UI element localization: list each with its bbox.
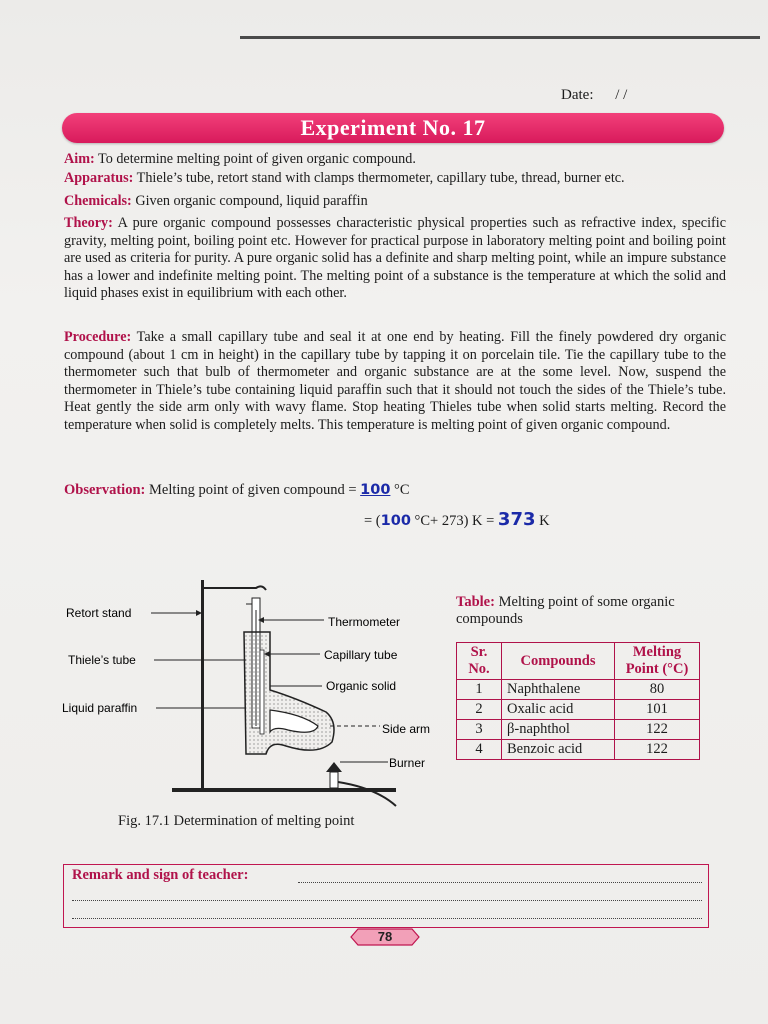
header-melting-point: Melting Point (°C) — [615, 643, 700, 680]
clamp — [202, 586, 266, 590]
apparatus-text: Thiele’s tube, retort stand with clamps thermometer, capillary tube, thread, burner etc. — [133, 170, 625, 186]
chemicals-section — [64, 193, 724, 211]
page-title: Experiment No. 17 — [300, 115, 486, 140]
label-retort-stand: Retort stand — [66, 606, 132, 620]
theory-section — [64, 215, 726, 303]
cell-compound: β-naphthol — [502, 720, 615, 740]
table-header-row — [457, 643, 700, 680]
header-compounds: Compounds — [502, 643, 615, 680]
theory-label: Theory: — [64, 215, 113, 231]
cell-sr: 3 — [457, 720, 502, 740]
table-row — [457, 680, 700, 700]
table-caption-text: Melting point of some organic compounds — [456, 594, 675, 627]
table-caption-label: Table: — [456, 594, 495, 610]
theory-text: A pure organic compound possesses characteristic physical properties such as refractive index, specific gravity, melting point, boiling point etc. However for practical purpose in laboratory melting point and boiling point are used as criteria for purity. A pure organic solid has a definite and sharp melting point, while an impure substance has a lower and indefinite melting point. The melting point of a substance is the temperature at which the solid and liquid phases exist in equilibrium with each other. — [64, 215, 726, 302]
observation-text: Melting point of given compound = — [145, 482, 361, 498]
table-row — [457, 740, 700, 760]
table-row — [457, 720, 700, 740]
cell-compound: Oxalic acid — [502, 700, 615, 720]
procedure-section — [64, 329, 726, 435]
chemicals-text: Given organic compound, liquid paraffin — [131, 193, 368, 209]
cell-mp: 80 — [615, 680, 700, 700]
observation-prefix: = ( — [364, 513, 381, 529]
aim-text: To determine melting point of given organic compound. — [94, 151, 416, 167]
melting-point-celsius: 100 — [360, 482, 391, 498]
thieles-tube-shape — [244, 632, 334, 754]
kelvin-unit: K — [535, 513, 550, 529]
observation-unit: °C — [390, 482, 410, 498]
header-sr-no: Sr. No. — [457, 643, 502, 680]
table-row — [457, 700, 700, 720]
cell-sr: 2 — [457, 700, 502, 720]
table-caption — [456, 594, 726, 628]
page-number: 78 — [377, 929, 393, 944]
remark-label: Remark and sign of teacher: — [72, 867, 249, 883]
cell-compound: Naphthalene — [502, 680, 615, 700]
melting-point-table — [456, 642, 700, 760]
stand-rod — [201, 580, 204, 790]
celsius-value: 100 — [380, 513, 411, 529]
remark-line — [72, 917, 702, 919]
cell-mp: 101 — [615, 700, 700, 720]
label-liquid-paraffin: Liquid paraffin — [62, 701, 138, 715]
apparatus-section — [64, 170, 732, 188]
date-label: Date: — [561, 87, 594, 103]
label-thieles-tube: Thiele’s tube — [68, 653, 136, 667]
aim-section — [64, 151, 724, 169]
kelvin-result: 373 — [497, 509, 536, 530]
observation-line-2 — [364, 509, 550, 530]
procedure-label: Procedure: — [64, 329, 132, 345]
figure-caption: Fig. 17.1 Determination of melting point — [118, 813, 355, 829]
date-value: / / — [615, 87, 628, 103]
observation-line-1 — [64, 482, 410, 499]
apparatus-diagram — [56, 570, 436, 820]
cell-mp: 122 — [615, 720, 700, 740]
top-rule — [240, 36, 760, 39]
apparatus-label: Apparatus: — [64, 170, 134, 186]
remark-line — [298, 881, 702, 883]
capillary-tube — [260, 650, 264, 734]
title-banner — [62, 113, 724, 143]
cell-sr: 1 — [457, 680, 502, 700]
burner — [326, 762, 342, 772]
label-organic-solid: Organic solid — [326, 679, 397, 693]
observation-mid: °C+ 273) K = — [410, 513, 498, 529]
remark-box — [63, 864, 709, 928]
label-capillary-tube: Capillary tube — [324, 648, 398, 662]
chemicals-label: Chemicals: — [64, 193, 132, 209]
observation-label: Observation: — [64, 482, 146, 498]
cell-compound: Benzoic acid — [502, 740, 615, 760]
remark-line — [72, 899, 702, 901]
date-field — [561, 87, 627, 104]
page-number-badge — [350, 928, 420, 946]
label-side-arm: Side arm — [382, 722, 431, 736]
procedure-text: Take a small capillary tube and seal it at one end by heating. Fill the finely powdered dry organic compound (about 1 cm in height) in the capillary tube by tapping it on porcelain tile. Tie the capillary tube to the thermometer such that bulb of thermometer and organic substance are at the some level. Now, suspend the thermometer in Thiele’s tube containing liquid paraffin such that it should not touch the sides of the Thiele’s tube. Heat gently the side arm only with wavy flame. Stop heating Thieles tube when solid starts melting. Record the temperature when solid is completely melts. This temperature is melting point of given organic compound. — [64, 329, 726, 433]
cell-mp: 122 — [615, 740, 700, 760]
label-burner: Burner — [389, 756, 426, 770]
label-thermometer: Thermometer — [328, 615, 401, 629]
cell-sr: 4 — [457, 740, 502, 760]
aim-label: Aim: — [64, 151, 95, 167]
